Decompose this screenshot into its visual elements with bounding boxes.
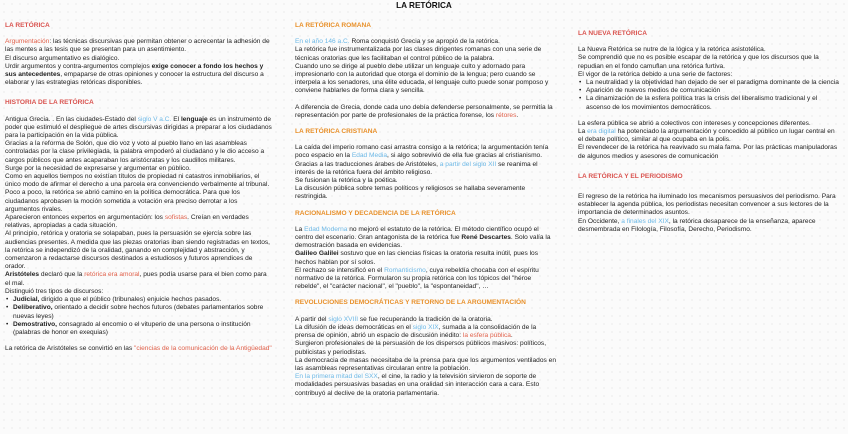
- paragraph: La Edad Moderna no mejoró el estatuto de la retórica. El método científico ocupó el centro del escenario. Gran antagonista de la retórica fue René Descartes. Solo valía la demostración basada en evidencias.: [295, 225, 551, 250]
- paragraph: Surge por la necesidad de expresarse y argumentar en público.: [5, 164, 191, 172]
- paragraph: El rechazo se intensificó en el Romanticismo, cuya rebeldía chocaba con el espíritu normativo de la retórica. Formularon su propia retórica con los tópicos del "héroe rebelde", el "carácter nacional", el "pueblo", la "espontaneidad", …: [295, 266, 539, 291]
- section-title-periodismo: LA RETÓRICA Y EL PERIODISMO: [578, 172, 683, 180]
- paragraph: Se comprendió que no es posible escapar de la retórica y que los discursos que la repudian en el fondo camuflan una retórica furtiva.: [578, 54, 819, 70]
- list-item: • Aparición de nuevos medios de comunicación: [586, 87, 840, 95]
- paragraph: El regreso de la retórica ha iluminado los mecanismos persuasivos del periodismo. Para establecer la agenda pública, los periodistas necesitan convencer a sus lectores de la importancia de determinados asuntos.: [578, 193, 836, 217]
- list-item: • Deliberativo, orientado a decidir sobre hechos futuros (debates parlamentarios sobre nuevas leyes): [13, 304, 273, 320]
- paragraph: Gracias a la reforma de Solón, que dio voz y voto al pueblo llano en las asambleas controladas por la clase privilegiada, la palabra empoderó al ciudadano y le dio acceso a cargos públicos que antes acaparaban los aristócratas y los caudillos militares.: [5, 140, 265, 164]
- section-title-retorica: LA RETÓRICA: [5, 22, 50, 29]
- section-title-cristiana: LA RETÓRICA CRISTIANA: [295, 128, 378, 136]
- section-title-historia: HISTORIA DE LA RETÓRICA: [5, 99, 94, 107]
- factors-list: [578, 79, 840, 112]
- paragraph: Se fusionan la retórica y la poética.: [295, 177, 398, 185]
- paragraph: La esfera pública se abrió a colectivos con intereses y concepciones diferentes.: [578, 119, 811, 127]
- paragraph: Surgieron profesionales de la persuasión de los dispersos públicos masivos: políticos, publicistas y periodistas.: [295, 340, 547, 356]
- list-item: • La dinamización de la esfera política tras la crisis del liberalismo tradicional y el ascenso de los movimientos democráticos.: [586, 95, 840, 111]
- paragraph: La Nueva Retórica se nutre de la lógica y la retórica asistotélica.: [578, 46, 766, 54]
- paragraph: Distinguió tres tipos de discursos:: [5, 287, 104, 295]
- list-item: • La neutralidad y la objetividad han dejado de ser el paradigma dominante de la ciencia: [586, 79, 840, 87]
- paragraph: A diferencia de Grecia, donde cada uno debía defenderse personalmente, se permitía la representación por parte de profesionales de la práctica forense, los rétores.: [295, 103, 553, 119]
- section-title-revoluciones: REVOLUCIONES DEMOCRÁTICAS Y RETORNO DE LA ARGUMENTACIÓN: [295, 299, 526, 307]
- paragraph: Aristóteles declaró que la retórica era amoral, pues podía usarse para el bien como para el mal.: [5, 271, 267, 287]
- paragraph: A partir del siglo XVIII se fue recuperando la tradición de la oratoria.: [295, 315, 493, 323]
- column-left: [5, 22, 273, 353]
- page-title: LA RETÓRICA: [396, 1, 452, 10]
- paragraph: El discurso argumentativo es dialógico.: [5, 54, 120, 62]
- paragraph: Gracias a las traducciones árabes de Aristóteles, a partir del siglo XII se reanima el interés de la retórica fuera del ámbito religioso.: [295, 160, 538, 176]
- column-right: [578, 22, 840, 234]
- section-title-romana: LA RETÓRICA ROMANA: [295, 22, 372, 29]
- paragraph: En el año 146 a.C. Roma conquistó Grecia y se apropió de la retórica.: [295, 38, 500, 46]
- paragraph: Cuando uno se dirige al pueblo debe utilizar un lenguaje culto y adornado para impresionarlo con la autoridad que otorga el dominio de la lengua; pero cuando se interpela a los senadores, una élite educada, el lenguaje culto puede sonar pomposo y conviene hablarles de forma clara y sencilla.: [295, 62, 549, 95]
- list-item: • Judicial, dirigido a que el público (tribunales) enjuicie hechos pasados.: [13, 296, 273, 304]
- paragraph: El vigor de la retórica debido a una serie de factores:: [578, 70, 733, 78]
- paragraph: La retórica fue instrumentalizada por las clases dirigentes romanas con una serie de técnicas oratorias que les facilitaban el control público de la palabra.: [295, 46, 542, 62]
- section-title-nueva-retorica: LA NUEVA RETÓRICA: [578, 30, 647, 37]
- paragraph: Como en aquellos tiempos no existían títulos de propiedad ni catastros inmobiliarios, el único modo de afirmar el derecho a una parcela era convenciendo verbalmente al tribunal.: [5, 173, 270, 189]
- discourse-types-list: [5, 296, 273, 337]
- paragraph: La retórica de Aristóteles se convirtió en las "ciencias de la comunicación de la Antigüedad": [5, 345, 272, 353]
- paragraph: El revendecer de la retórica ha reavivado su mala fama. Por las prácticas manipuladoras de algunos medios y asesores de comunicación: [578, 144, 838, 160]
- paragraph: Argumentación: las técnicas discursivas que permitan obtener o acrecentar la adhesión de las mentes a las tesis que se presentan para un asentimiento.: [5, 38, 270, 54]
- paragraph: La democracia de masas necesitaba de la prensa para que los argumentos ventilados en las asambleas representativas circularan entre la población.: [295, 356, 556, 372]
- paragraph: La difusión de ideas democráticas en el siglo XIX, sumada a la consolidación de la prensa de opinión, abrió un espacio de discusión inédito: la esfera pública.: [295, 323, 537, 340]
- paragraph: La caída del imperio romano casi arrastra consigo a la retórica; la argumentación tenía poco espacio en la Edad Media, si algo sobrevivió de ella fue gracias al cristianismo.: [295, 144, 549, 160]
- paragraph: La discusión pública sobre temas políticos y religiosos se hallaba severamente restringida.: [295, 185, 526, 201]
- column-middle: [295, 22, 557, 398]
- paragraph: Urdir argumentos y contra-argumentos complejos exige conocer a fondo los hechos y sus antecedentes, empaparse de otras opiniones y conocer la estructura del discurso a elaborar y las estrategias retóricas disponibles.: [5, 62, 264, 87]
- paragraph: La era digital ha potenciado la argumentación y concedido al público un lugar central en el debate político, similar al que ocupaba en la polis.: [578, 128, 835, 144]
- section-title-racionalismo: RACIONALISMO Y DECADENCIA DE LA RETÓRICA: [295, 209, 456, 217]
- paragraph: En Occidente, a finales del XIX, la retórica desaparece de la enseñanza, aparece desmembrada en Filología, Filosofía, Derecho, Periodismo.: [578, 217, 816, 233]
- list-item: • Demostrativo, consagrado al encomio o el vituperio de una persona o institución (palabras de honor en exequias): [13, 321, 273, 337]
- paragraph: Poco a poco, la retórica se abrió camino en la política democrática. Para que los ciudadanos aprobasen la moción sometida a votación era preciso derrotar a los argumentos rivales.: [5, 189, 240, 213]
- paragraph: En la primera mitad del SXX, el cine, la radio y la televisión sirvieron de soporte de modalidades persuasivas basadas en una oralidad sin interacción cara a cara. Esto contribuyó al declive de la oratoria parlamentaria.: [295, 373, 540, 397]
- paragraph: Aparecieron entonces expertos en argumentación: los sofistas. Creían en verdades relativas, apropiadas a cada situación.: [5, 214, 249, 230]
- paragraph: Al principio, retórica y oratoria se solapaban, pues la persuasión se ejercía sobre las audiencias presentes. A medida que las piezas oratorias iban siendo registradas en textos, la retórica se independizó de la oralidad, ganando en complejidad y abstracción, y comenzaron a redactarse discursos destinados a estudiosos y futuros aprendices de orador.: [5, 230, 271, 271]
- paragraph: Antigua Grecia. . En las ciudades-Estado del siglo V a.C. El lenguaje es un instrumento de poder que estimuló el despliegue de artes discursivas dirigidas a preparar a los ciudadanos para la participación en la vida pública.: [5, 115, 272, 140]
- paragraph: Galileo Galilei sostuvo que en las ciencias físicas la oratoria resulta inútil, pues los hechos hablan por sí solos.: [295, 250, 539, 266]
